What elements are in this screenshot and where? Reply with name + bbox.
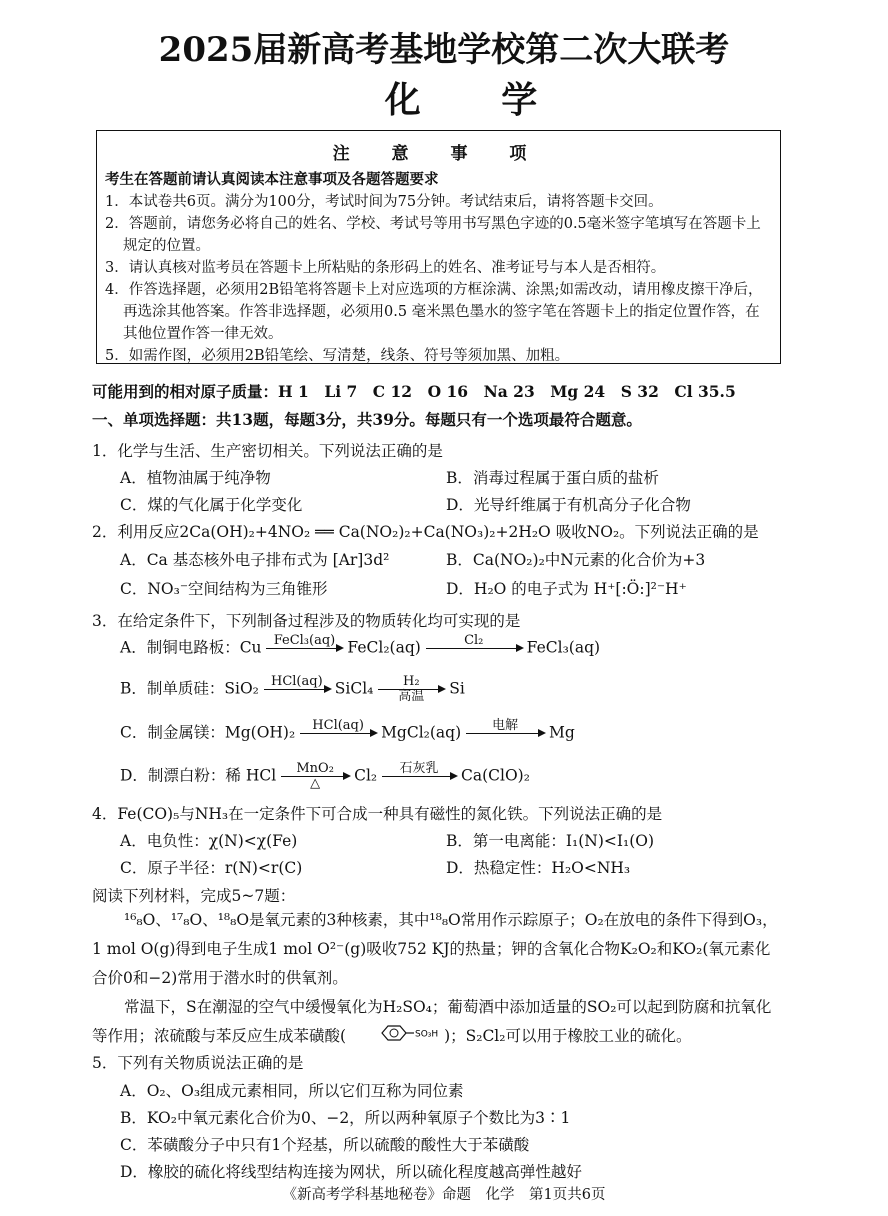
- atomic-mass-line: 可能用到的相对原子质量：H 1 Li 7 C 12 O 16 Na 23 Mg 24 S 32 Cl 35.5: [92, 382, 736, 401]
- q4-option-d: D．热稳定性：H₂O<NH₃: [446, 859, 631, 877]
- arrow-label: MnO₂: [296, 761, 334, 776]
- q5-option-b: B．KO₂中氧元素化合价为0、−2，所以两种氧原子个数比为3∶1: [120, 1109, 571, 1127]
- notice-subheading: 考生在答题前请认真阅读本注意事项及各题答题要求: [105, 171, 439, 188]
- q5-stem: 5．下列有关物质说法正确的是: [92, 1054, 304, 1072]
- arrow-label: 石灰乳: [399, 761, 439, 776]
- reaction-arrow: [466, 719, 544, 748]
- q3c-product: Mg: [549, 723, 575, 742]
- notice-item: 1．本试卷共6页。满分为100分，考试时间为75分钟。考试结束后，请将答题卡交回。: [105, 194, 663, 210]
- reaction-arrow: [266, 634, 342, 663]
- paragraph-text: 常温下，S在潮湿的空气中缓慢氧化为H₂SO₄；葡萄酒中添加适量的SO₂可以起到防腐和抗氧化等作用；浓硫酸与苯反应生成苯磺酸(: [92, 998, 772, 1045]
- q3b-mid: SiCl₄: [334, 679, 374, 698]
- paragraph-text: )；S₂Cl₂可以用于橡胶工业的硫化。: [444, 1027, 692, 1045]
- page-footer: 《新高考学科基地秘卷》命题 化学 第1页共6页: [282, 1187, 606, 1203]
- q2-option-c: C．NO₃⁻空间结构为三角锥形: [120, 580, 328, 598]
- reaction-arrow: [300, 719, 376, 748]
- arrow-label: HCl(aq): [270, 674, 323, 689]
- exam-title: 2025届新高考基地学校第二次大联考: [158, 30, 730, 70]
- q3c-mid: MgCl₂(aq): [381, 723, 462, 742]
- reaction-arrow: [264, 675, 330, 704]
- q4-option-b: B．第一电离能：I₁(N)<I₁(O): [446, 832, 655, 850]
- q1-option-c: C．煤的气化属于化学变化: [120, 496, 303, 514]
- section-heading: 一、单项选择题：共13题，每题3分，共39分。每题只有一个选项最符合题意。: [92, 410, 642, 429]
- notice-item: 3．请认真核对监考员在答题卡上所粘贴的条形码上的姓名、准考证号与本人是否相符。: [105, 260, 666, 276]
- structure-label: SO₃H: [415, 1029, 439, 1039]
- benzenesulfonic-acid-structure: [346, 1023, 444, 1052]
- q3-stem: 3．在给定条件下，下列制备过程涉及的物质转化均可实现的是: [92, 612, 521, 630]
- material-paragraph-1: ¹⁶₈O、¹⁷₈O、¹⁸₈O是氧元素的3种核素，其中¹⁸₈O常用作示踪原子；O₂在放电的条件下得到O₃，1 mol O(g)得到电子生成1 mol O²⁻(g)吸收752 KJ的热量；钾的含氧化合物K₂O₂和KO₂(氧元素化合价0和−2)常用于潜水时的供氧剂。: [92, 911, 778, 987]
- reading-intro: 阅读下列材料，完成5~7题：: [92, 887, 296, 905]
- q2-stem: 2．利用反应2Ca(OH)₂+4NO₂ ══ Ca(NO₂)₂+Ca(NO₃)₂+2H₂O 吸收NO₂。下列说法正确的是: [92, 523, 759, 541]
- q3a-prefix: A．制铜电路板：Cu: [120, 638, 262, 657]
- subject-title: 化 学: [384, 79, 572, 121]
- q4-option-a: A．电负性：χ(N)<χ(Fe): [120, 832, 298, 850]
- notice-item: 2．答题前，请您务必将自己的姓名、学校、考试号等用书写黑色字迹的0.5毫米签字笔填写在答题卡上规定的位置。: [105, 216, 761, 254]
- arrow-label: 电解: [492, 718, 519, 733]
- arrow-label: FeCl₃(aq): [273, 633, 336, 648]
- q1-option-a: A．植物油属于纯净物: [120, 469, 271, 487]
- q3-option-a: [120, 634, 600, 663]
- q2-option-b: B．Ca(NO₂)₂中N元素的化合价为+3: [446, 551, 706, 569]
- q3c-prefix: C．制金属镁：Mg(OH)₂: [120, 723, 296, 742]
- notice-box: [96, 130, 781, 364]
- notice-list: [97, 191, 780, 367]
- reaction-arrow: [281, 762, 349, 791]
- q3-option-c: [120, 719, 575, 748]
- q3a-mid: FeCl₂(aq): [347, 638, 421, 657]
- q5-option-c: C．苯磺酸分子中只有1个羟基，所以硫酸的酸性大于苯磺酸: [120, 1136, 530, 1154]
- arrow-label: HCl(aq): [312, 718, 364, 733]
- q1-option-b: B．消毒过程属于蛋白质的盐析: [446, 469, 659, 487]
- notice-item: 5．如需作图，必须用2B铅笔绘、写清楚，线条、符号等须加黑、加粗。: [105, 348, 570, 364]
- arrow-condition: 高温: [398, 689, 425, 704]
- q5-option-a: A．O₂、O₃组成元素相同，所以它们互称为同位素: [120, 1082, 464, 1100]
- q5-option-d: D．橡胶的硫化将线型结构连接为网状，所以硫化程度越高弹性越好: [120, 1163, 582, 1181]
- reaction-arrow: [378, 675, 444, 704]
- arrow-condition: △: [310, 776, 321, 791]
- arrow-label: Cl₂: [464, 633, 484, 648]
- material-paragraph-2: [92, 993, 782, 1052]
- q3d-prefix: D．制漂白粉：稀 HCl: [120, 766, 277, 785]
- reaction-arrow: [426, 634, 522, 663]
- notice-heading: 注 意 事 项: [332, 144, 545, 164]
- q3b-prefix: B．制单质硅：SiO₂: [120, 679, 259, 698]
- notice-item: 4．作答选择题，必须用2B铅笔将答题卡上对应选项的方框涂满、涂黑;如需改动，请用橡皮擦干净后，再选涂其他答案。作答非选择题，必须用0.5 毫米黑色墨水的签字笔在答题卡上的指定位置作答，在其他位置作答一律无效。: [105, 282, 763, 342]
- arrow-label: H₂: [403, 674, 420, 689]
- q3b-product: Si: [449, 679, 465, 698]
- q3a-product: FeCl₃(aq): [526, 638, 601, 657]
- reaction-arrow: [382, 762, 456, 791]
- q3-option-b: [120, 675, 465, 704]
- q1-stem: 1．化学与生活、生产密切相关。下列说法正确的是: [92, 442, 443, 460]
- q3d-mid: Cl₂: [354, 766, 378, 785]
- q3d-product: Ca(ClO)₂: [460, 766, 530, 785]
- q2-option-a: A．Ca 基态核外电子排布式为 [Ar]3d²: [120, 551, 390, 569]
- q2-option-d: D．H₂O 的电子式为 H⁺[:Ö:]²⁻H⁺: [446, 580, 687, 598]
- q4-option-c: C．原子半径：r(N)<r(C): [120, 859, 303, 877]
- q4-stem: 4．Fe(CO)₅与NH₃在一定条件下可合成一种具有磁性的氮化铁。下列说法正确的是: [92, 805, 663, 823]
- q3-option-d: [120, 762, 530, 791]
- q1-option-d: D．光导纤维属于有机高分子化合物: [446, 496, 691, 514]
